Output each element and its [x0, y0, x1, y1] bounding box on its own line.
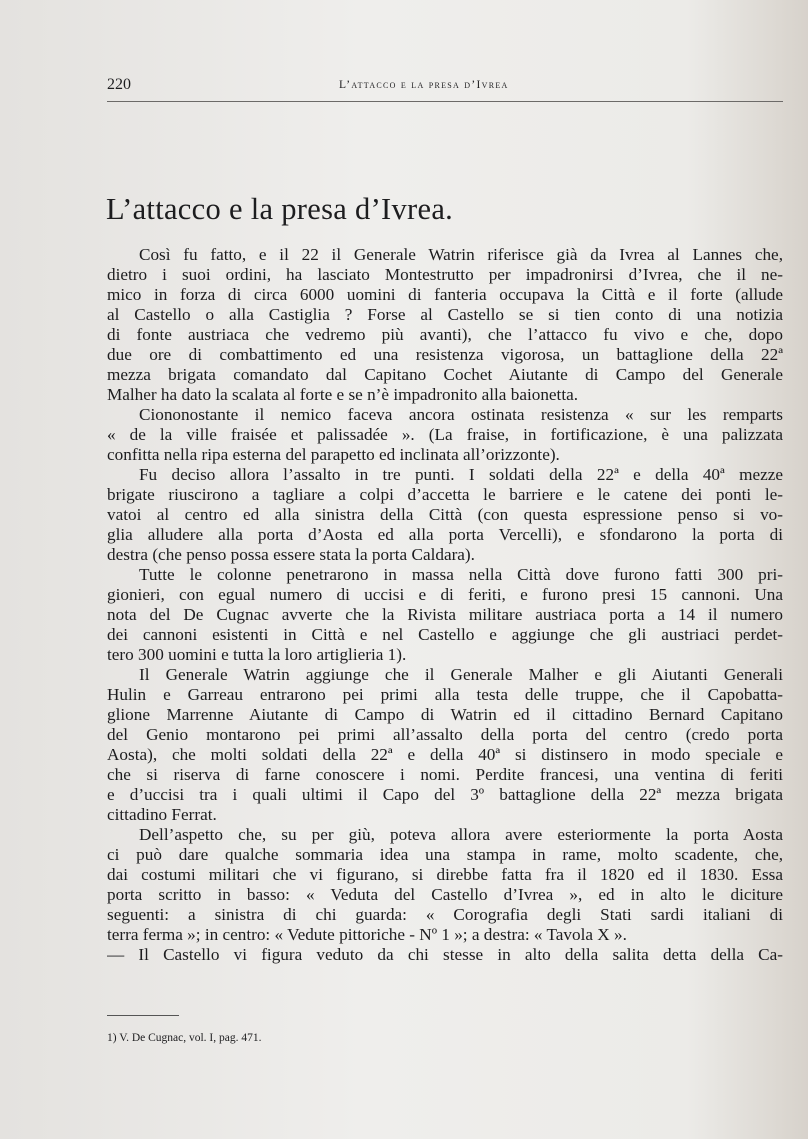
running-title: L’attacco e la presa d’Ivrea	[339, 79, 509, 91]
text-line: glia alludere alla porta d’Aosta ed alla porta Vercelli), e sfondarono la porta di	[107, 525, 783, 544]
text-line: di fonte austriaca che vedremo più avanti), che l’attacco fu vivo e che, dopo	[107, 325, 783, 344]
text-line: che si riserva di farne conoscere i nomi. Perdite francesi, una ventina di feriti	[107, 765, 783, 784]
text-line: al Castello o alla Castiglia ? Forse al Castello se si tien conto di una notizia	[107, 305, 783, 324]
running-head	[107, 76, 787, 100]
text-line: cittadino Ferrat.	[107, 805, 217, 824]
text-line: porta scritto in basso: « Veduta del Castello d’Ivrea », ed in alto le diciture	[107, 885, 783, 904]
text-line: dei cannoni esistenti in Città e nel Castello e aggiunge che gli austriaci perdet-	[107, 625, 783, 644]
text-line: tero 300 uomini e tutta la loro artiglieria 1).	[107, 645, 407, 664]
text-line: Malher ha dato la scalata al forte e se n’è impadronito alla baionetta.	[107, 385, 579, 404]
text-line: del Genio montarono pei primi all’assalto della porta del centro (credo porta	[107, 725, 783, 744]
text-line: vatoi al centro ed alla sinistra della Città (con questa espressione penso si vo-	[107, 505, 783, 524]
text-line: mezza brigata comandato dal Capitano Cochet Aiutante di Campo del Generale	[107, 365, 783, 384]
text-line: Aosta), che molti soldati della 22ª e della 40ª si distinsero in modo speciale e	[107, 745, 783, 764]
header-rule	[107, 101, 783, 102]
text-line: ci può dare qualche sommaria idea una stampa in rame, molto scadente, che,	[107, 845, 783, 864]
text-line: dai costumi militari che vi figurano, si direbbe fatta fra il 1820 ed il 1830. Essa	[107, 865, 783, 884]
body-text	[107, 245, 807, 965]
text-line: Fu deciso allora l’assalto in tre punti. I soldati della 22ª e della 40ª mezze	[139, 465, 783, 484]
text-line: terra ferma »; in centro: « Vedute pittoriche - Nº 1 »; a destra: « Tavola X ».	[107, 925, 627, 944]
text-line: e d’uccisi tra i quali ultimi il Capo del 3º battaglione della 22ª mezza brigata	[107, 785, 783, 804]
text-line: seguenti: a sinistra di chi guarda: « Corografia degli Stati sardi italiani di	[107, 905, 783, 924]
text-line: Dell’aspetto che, su per giù, poteva allora avere esteriormente la porta Aosta	[139, 825, 783, 844]
text-line: due ore di combattimento ed una resistenza vigorosa, un battaglione della 22ª	[107, 345, 783, 364]
text-line: confitta nella ripa esterna del parapetto ed inclinata all’orizzonte).	[107, 445, 560, 464]
text-line: Tutte le colonne penetrarono in massa nella Città dove furono fatti 300 pri-	[139, 565, 783, 584]
text-line: brigate riuscirono a tagliare a colpi d’accetta le barriere e le catene dei ponti le-	[107, 485, 783, 504]
text-line: Ciononostante il nemico faceva ancora ostinata resistenza « sur les remparts	[139, 405, 783, 424]
text-line: dietro i suoi ordini, ha lasciato Montestrutto per impadronirsi d’Ivrea, che il ne-	[107, 265, 783, 284]
text-line: destra (che penso possa essere stata la porta Caldara).	[107, 545, 475, 564]
text-line: Hulin e Garreau entrarono pei primi alla testa delle truppe, che il Capobatta-	[107, 685, 783, 704]
text-line: Così fu fatto, e il 22 il Generale Watrin riferisce già da Ivrea al Lannes che,	[139, 245, 783, 264]
chapter-title: L’attacco e la presa d’Ivrea.	[106, 192, 454, 226]
text-line: nota del De Cugnac avverte che la Rivista militare austriaca porta a 14 il numero	[107, 605, 783, 624]
text-line: glione Marrenne Aiutante di Campo di Watrin ed il cittadino Bernard Capitano	[107, 705, 783, 724]
text-line: — Il Castello vi figura veduto da chi stesse in alto della salita detta della Ca-	[107, 945, 783, 964]
footnote-rule	[107, 1015, 179, 1016]
text-line: « de la ville fraisée et palissadée ». (La fraise, in fortificazione, è una palizzata	[107, 425, 783, 444]
page-number: 220	[107, 76, 131, 93]
text-line: Il Generale Watrin aggiunge che il Generale Malher e gli Aiutanti Generali	[139, 665, 783, 684]
text-line: gionieri, con egual numero di uccisi e di feriti, e furono presi 15 cannoni. Una	[107, 585, 783, 604]
text-line: mico in forza di circa 6000 uomini di fanteria occupava la Città e il forte (allude	[107, 285, 783, 304]
footnote: 1) V. De Cugnac, vol. I, pag. 471.	[107, 1032, 262, 1044]
